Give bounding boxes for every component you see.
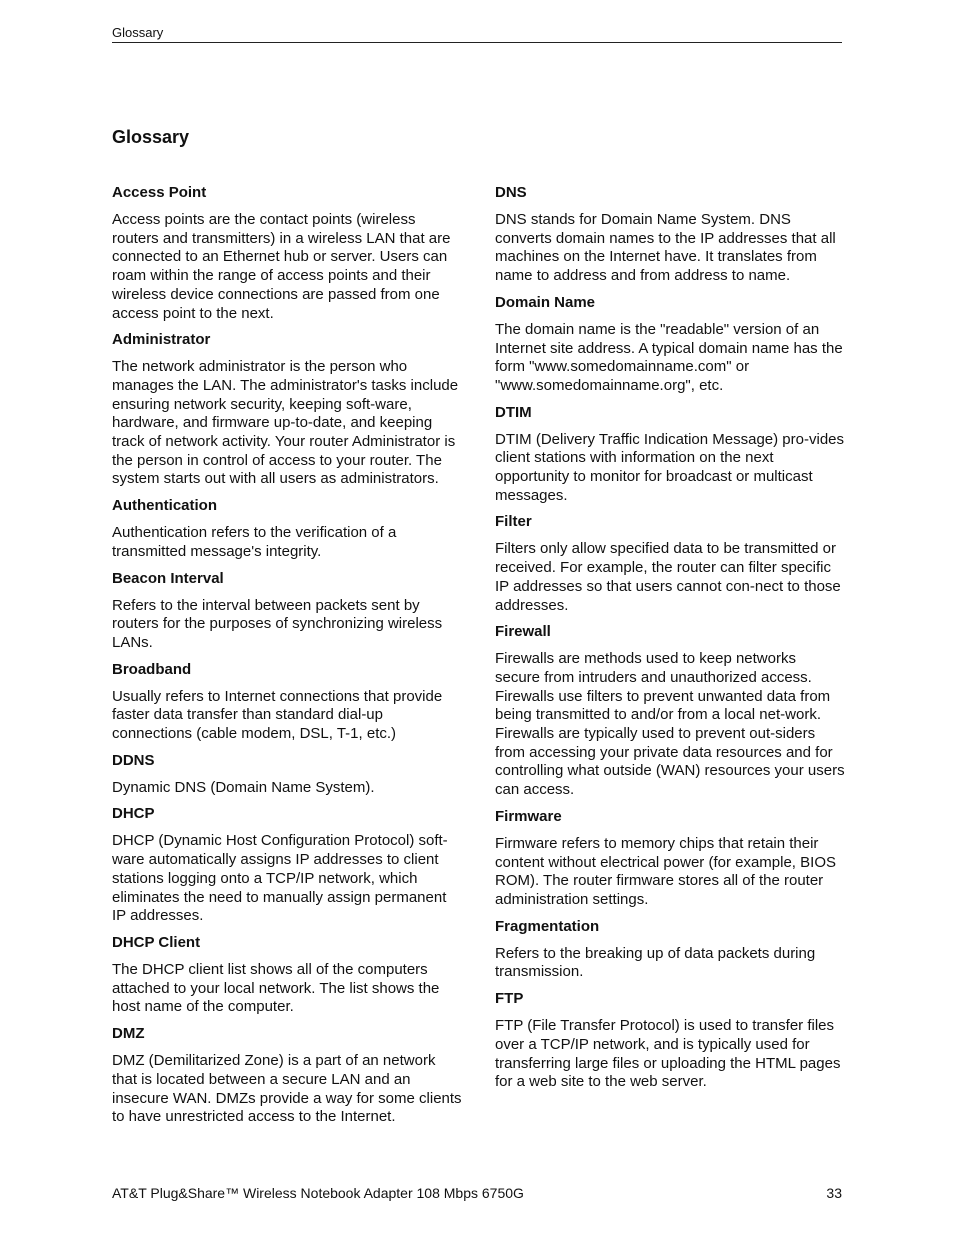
glossary-entry: [112, 660, 464, 744]
glossary-term: Fragmentation: [495, 917, 600, 935]
glossary-definition: Usually refers to Internet connections that provide faster data transfer than standard dial-up connections (cable modem, DSL, T-1, etc.): [112, 687, 443, 743]
glossary-definition: The domain name is the "readable" version of an Internet site address. A typical domain name has the form "www.somedomainname.com" or "www.somedomainname.org", etc.: [495, 320, 843, 394]
glossary-definition: Firmware refers to memory chips that retain their content without electrical power (for example, BIOS ROM). The router firmware stores all of the router administration settings.: [495, 834, 836, 908]
glossary-term: DHCP Client: [112, 933, 201, 951]
glossary-entry: [112, 569, 464, 653]
page-number: 33: [826, 1185, 842, 1201]
glossary-entry: [112, 330, 464, 489]
glossary-term: Firmware: [495, 807, 562, 825]
glossary-definition: DNS stands for Domain Name System. DNS converts domain names to the IP addresses that all machines on the Internet have. It translates from name to address and from address to name.: [495, 211, 836, 285]
glossary-definition: Authentication refers to the verification of a transmitted message's integrity.: [112, 524, 397, 560]
glossary-definition: Access points are the contact points (wireless routers and transmitters) in a wireless LAN that are connected to an Ethernet hub or server. Users can roam within the range of access points and their wireless device connections are passed from one access point to the next.: [112, 211, 451, 322]
glossary-entry: [112, 804, 464, 926]
glossary-term: Beacon Interval: [112, 569, 224, 587]
glossary-entry: [495, 293, 845, 396]
glossary-term: Firewall: [495, 623, 551, 641]
glossary-entry: [495, 807, 845, 910]
glossary-entry: [495, 917, 845, 982]
header-divider: [112, 42, 842, 43]
glossary-term: Filter: [495, 513, 532, 531]
glossary-definition: DMZ (Demilitarized Zone) is a part of an network that is located between a secure LAN and an insecure WAN. DMZs provide a way for some clients to have unrestricted access to the Internet.: [112, 1052, 462, 1126]
page-title: Glossary: [112, 127, 190, 147]
glossary-definition: FTP (File Transfer Protocol) is used to transfer files over a TCP/IP network, and is typically used for transferring large files or uploading the HTML pages for a web site to the web server.: [495, 1017, 841, 1091]
footer-product-name: AT&T Plug&Share™ Wireless Notebook Adapter 108 Mbps 6750G: [112, 1185, 524, 1201]
glossary-entry: [495, 183, 845, 286]
glossary-entry: [112, 183, 464, 323]
glossary-definition: Dynamic DNS (Domain Name System).: [112, 778, 375, 796]
glossary-term: FTP: [495, 990, 524, 1008]
glossary-term: Access Point: [112, 184, 207, 201]
glossary-term: DHCP: [112, 805, 155, 823]
glossary-definition: Refers to the breaking up of data packets during transmission.: [495, 944, 816, 981]
glossary-definition: DHCP (Dynamic Host Configuration Protocol) soft-ware automatically assigns IP addresses to client stations logging onto a TCP/IP network, which eliminates the need to manually assign permanent IP addresses.: [112, 832, 448, 925]
glossary-entry: [495, 403, 845, 506]
glossary-entry: [112, 933, 464, 1017]
glossary-term: Broadband: [112, 660, 192, 678]
glossary-definition: DTIM (Delivery Traffic Indication Message) pro-vides client stations with information on the next opportunity to monitor for broadcast or multicast messages.: [495, 430, 844, 504]
running-head: Glossary: [112, 25, 164, 40]
glossary-definition: The DHCP client list shows all of the computers attached to your local network. The list shows the host name of the computer.: [112, 960, 440, 1016]
glossary-term: DMZ: [112, 1025, 145, 1043]
glossary-column-right: [495, 183, 845, 1099]
glossary-term: DNS: [495, 184, 527, 201]
glossary-term: Domain Name: [495, 293, 596, 311]
glossary-entry: [112, 1024, 464, 1127]
glossary-entry: [495, 622, 845, 800]
glossary-definition: The network administrator is the person who manages the LAN. The administrator's tasks include ensuring network security, keeping soft-ware, hardware, and firmware up-to-date, and keeping track of network activity. Your router Administrator is the person in control of access to your router. The system starts out with all users as administrators.: [112, 358, 459, 488]
glossary-term: Authentication: [112, 497, 217, 515]
glossary-definition: Filters only allow specified data to be transmitted or received. For example, the router can filter specific IP addresses so that users cannot con-nect to those addresses.: [495, 540, 841, 614]
glossary-entry: [495, 989, 845, 1092]
glossary-term: DTIM: [495, 403, 532, 421]
glossary-term: DDNS: [112, 751, 155, 769]
glossary-term: Administrator: [112, 331, 211, 349]
glossary-definition: Firewalls are methods used to keep networks secure from intruders and unauthorized access. Firewalls use filters to prevent unwanted data from being transmitted to and/or from a local net-work. Firewalls are typically used to prevent out-siders from accessing your private data resources and for controlling what outside (WAN) resources your users can access.: [495, 650, 845, 799]
glossary-entry: [112, 496, 464, 561]
glossary-entry: [495, 512, 845, 615]
glossary-entry: [112, 751, 464, 798]
glossary-column-left: [112, 183, 464, 1134]
glossary-definition: Refers to the interval between packets sent by routers for the purposes of synchronizing wireless LANs.: [112, 596, 443, 651]
